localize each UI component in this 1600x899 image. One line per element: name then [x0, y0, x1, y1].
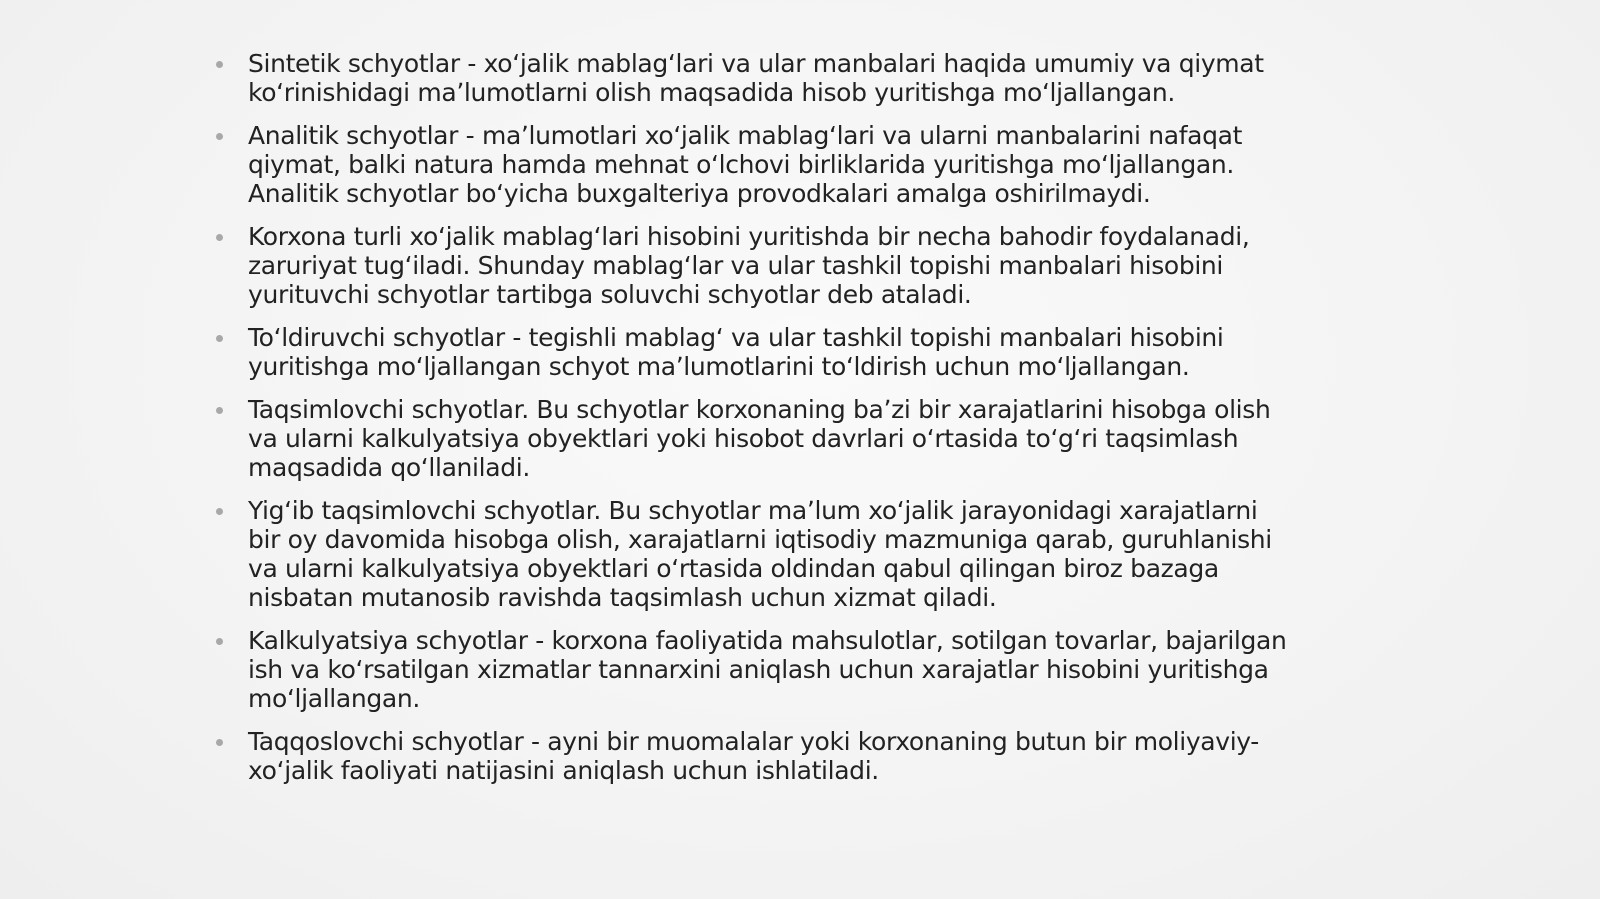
list-item [216, 323, 1296, 381]
bullet-dot-icon [216, 638, 223, 645]
bullet-dot-icon [216, 234, 223, 241]
list-item-text: Sintetik schyotlar - xoʻjalik mablagʻlari va ular manbalari haqida umumiy va qiymat koʻrinishidagi maʼlumotlarni olish maqsadida hisob yuritishga moʻljallangan. [248, 49, 1264, 107]
list-item [216, 49, 1296, 107]
list-item [216, 626, 1296, 713]
list-item [216, 222, 1296, 309]
bullet-dot-icon [216, 61, 223, 68]
list-item [216, 727, 1296, 785]
list-item-text: Kalkulyatsiya schyotlar - korxona faoliyatida mahsulotlar, sotilgan tovarlar, bajarilgan ish va koʻrsatilgan xizmatlar tannarxini aniqlash uchun xarajatlar hisobini yuritishga moʻljallangan. [248, 626, 1287, 713]
bullet-dot-icon [216, 739, 223, 746]
list-item [216, 395, 1296, 482]
bullet-dot-icon [216, 133, 223, 140]
bullet-dot-icon [216, 407, 223, 414]
list-item-text: Korxona turli xoʻjalik mablagʻlari hisobini yuritishda bir necha bahodir foydalanadi, zaruriyat tugʻiladi. Shunday mablagʻlar va ular tashkil topishi manbalari hisobini yurituvchi schyotlar tartibga soluvchi schyotlar deb ataladi. [248, 222, 1250, 309]
bullet-list [216, 49, 1296, 799]
bullet-dot-icon [216, 335, 223, 342]
list-item-text: Yigʻib taqsimlovchi schyotlar. Bu schyotlar maʼlum xoʻjalik jarayonidagi xarajatlarni bir oy davomida hisobga olish, xarajatlarni iqtisodiy mazmuniga qarab, guruhlanishi va ularni kalkulyatsiya obyektlari oʻrtasida oldindan qabul qilingan biroz bazaga nisbatan mutanosib ravishda taqsimlash uchun xizmat qiladi. [248, 496, 1272, 612]
list-item-text: Taqqoslovchi schyotlar - ayni bir muomalalar yoki korxonaning butun bir moliyaviy-xoʻjalik faoliyati natijasini aniqlash uchun ishlatiladi. [248, 727, 1259, 785]
bullet-dot-icon [216, 508, 223, 515]
list-item [216, 121, 1296, 208]
list-item-text: Analitik schyotlar - maʼlumotlari xoʻjalik mablagʻlari va ularni manbalarini nafaqat qiymat, balki natura hamda mehnat oʻlchovi birliklarida yuritishga moʻljallangan. Analitik schyotlar boʻyicha buxgalteriya provodkalari amalga oshirilmaydi. [248, 121, 1243, 208]
list-item-text: Toʻldiruvchi schyotlar - tegishli mablagʻ va ular tashkil topishi manbalari hisobini yuritishga moʻljallangan schyot maʼlumotlarini toʻldirish uchun moʻljallangan. [248, 323, 1224, 381]
list-item [216, 496, 1296, 612]
list-item-text: Taqsimlovchi schyotlar. Bu schyotlar korxonaning baʼzi bir xarajatlarini hisobga olish va ularni kalkulyatsiya obyektlari yoki hisobot davrlari oʻrtasida toʻgʻri taqsimlash maqsadida qoʻllaniladi. [248, 395, 1271, 482]
